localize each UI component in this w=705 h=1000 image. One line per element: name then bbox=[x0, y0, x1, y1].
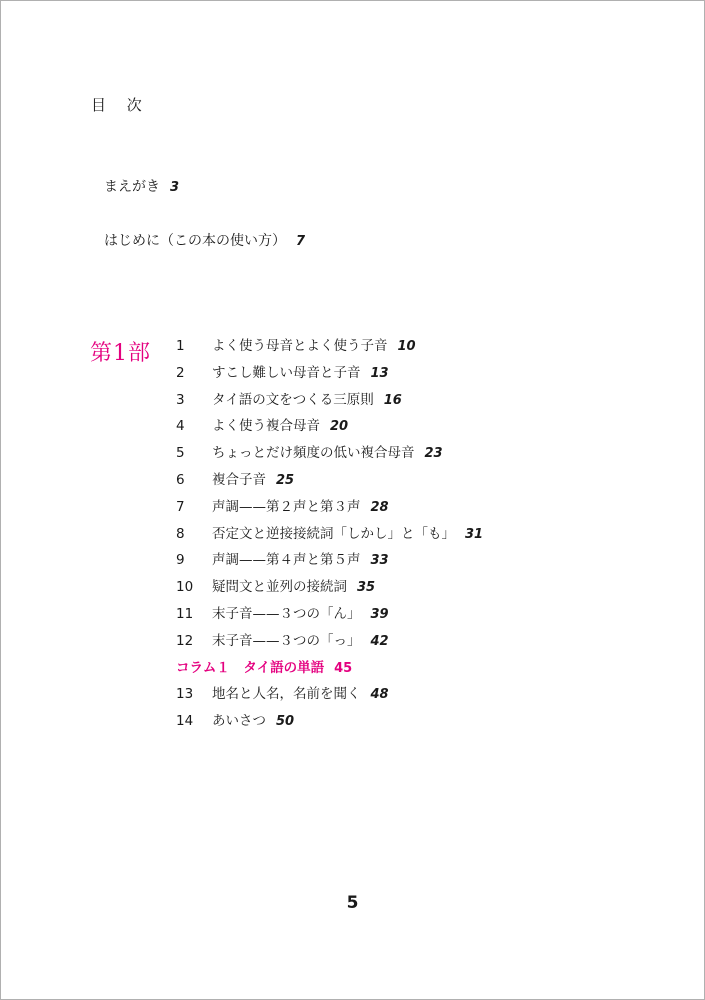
chapter-item[interactable] bbox=[176, 708, 483, 735]
chapter-title: 疑問文と並列の接続詞 bbox=[212, 579, 347, 596]
chapter-item[interactable] bbox=[176, 681, 483, 708]
chapter-item[interactable] bbox=[176, 333, 483, 360]
chapter-item[interactable] bbox=[176, 521, 483, 548]
column-page: 45 bbox=[334, 660, 353, 676]
chapter-item[interactable] bbox=[176, 628, 483, 655]
chapter-title: よく使う母音とよく使う子音 bbox=[212, 338, 388, 354]
chapter-number: 1 bbox=[176, 338, 185, 354]
chapter-title: 地名と人名，名前を聞く bbox=[212, 686, 361, 703]
chapter-page: 42 bbox=[370, 633, 389, 649]
chapter-number: 10 bbox=[176, 579, 194, 596]
chapter-list bbox=[176, 333, 483, 735]
chapter-page: 13 bbox=[370, 365, 389, 381]
chapter-item[interactable] bbox=[176, 467, 483, 494]
part-label: 第1部 bbox=[90, 341, 151, 366]
page-number: 5 bbox=[346, 893, 359, 913]
chapter-number: 2 bbox=[176, 364, 185, 381]
chapter-number: 7 bbox=[176, 498, 185, 515]
chapter-page: 50 bbox=[276, 714, 295, 730]
front-matter-item-preface[interactable] bbox=[104, 176, 179, 196]
chapter-title: 声調——第２声と第３声 bbox=[212, 498, 361, 515]
chapter-item[interactable] bbox=[176, 413, 483, 440]
chapter-number: 14 bbox=[176, 713, 194, 730]
chapter-number: 9 bbox=[176, 552, 185, 569]
column-title: コラム１ タイ語の単語 bbox=[176, 659, 325, 676]
chapter-title: ちょっとだけ頻度の低い複合母音 bbox=[212, 445, 415, 462]
chapter-title: 末子音——３つの「っ」 bbox=[212, 632, 361, 649]
chapter-item[interactable] bbox=[176, 494, 483, 521]
column-item[interactable] bbox=[176, 655, 483, 682]
chapter-number: 12 bbox=[176, 632, 194, 649]
front-matter-title: はじめに（この本の使い方） bbox=[104, 233, 286, 249]
chapter-item[interactable] bbox=[176, 547, 483, 574]
chapter-title: 末子音——３つの「ん」 bbox=[212, 605, 361, 622]
chapter-title: 複合子音 bbox=[212, 471, 266, 488]
chapter-title: 声調——第４声と第５声 bbox=[212, 552, 361, 569]
front-matter-page: 7 bbox=[296, 234, 306, 249]
chapter-item[interactable] bbox=[176, 601, 483, 628]
chapter-number: 8 bbox=[176, 525, 185, 542]
chapter-page: 33 bbox=[370, 553, 389, 569]
chapter-page: 20 bbox=[330, 419, 349, 435]
chapter-page: 23 bbox=[424, 446, 443, 462]
chapter-item[interactable] bbox=[176, 387, 483, 414]
chapter-page: 31 bbox=[465, 526, 484, 542]
chapter-title: 否定文と逆接接続詞「しかし」と「も」 bbox=[212, 525, 455, 542]
chapter-item[interactable] bbox=[176, 360, 483, 387]
chapter-number: 13 bbox=[176, 686, 194, 703]
chapter-page: 35 bbox=[357, 580, 376, 596]
toc-title: 目 次 bbox=[91, 96, 150, 114]
chapter-title: すこし難しい母音と子音 bbox=[212, 364, 361, 381]
chapter-number: 5 bbox=[176, 445, 185, 462]
chapter-title: タイ語の文をつくる三原則 bbox=[212, 391, 374, 408]
chapter-page: 39 bbox=[370, 606, 389, 622]
chapter-page: 10 bbox=[397, 339, 416, 354]
front-matter-title: まえがき bbox=[104, 179, 160, 195]
chapter-page: 16 bbox=[383, 392, 402, 408]
chapter-item[interactable] bbox=[176, 440, 483, 467]
chapter-title: あいさつ bbox=[212, 713, 266, 730]
chapter-number: 3 bbox=[176, 391, 185, 408]
chapter-item[interactable] bbox=[176, 574, 483, 601]
chapter-number: 6 bbox=[176, 471, 185, 488]
front-matter-item-introduction[interactable] bbox=[104, 230, 305, 250]
chapter-page: 48 bbox=[370, 687, 389, 703]
chapter-page: 25 bbox=[276, 472, 295, 488]
front-matter-page: 3 bbox=[170, 180, 180, 195]
chapter-page: 28 bbox=[370, 499, 389, 515]
chapter-number: 4 bbox=[176, 418, 185, 435]
chapter-number: 11 bbox=[176, 605, 194, 622]
chapter-title: よく使う複合母音 bbox=[212, 418, 320, 435]
